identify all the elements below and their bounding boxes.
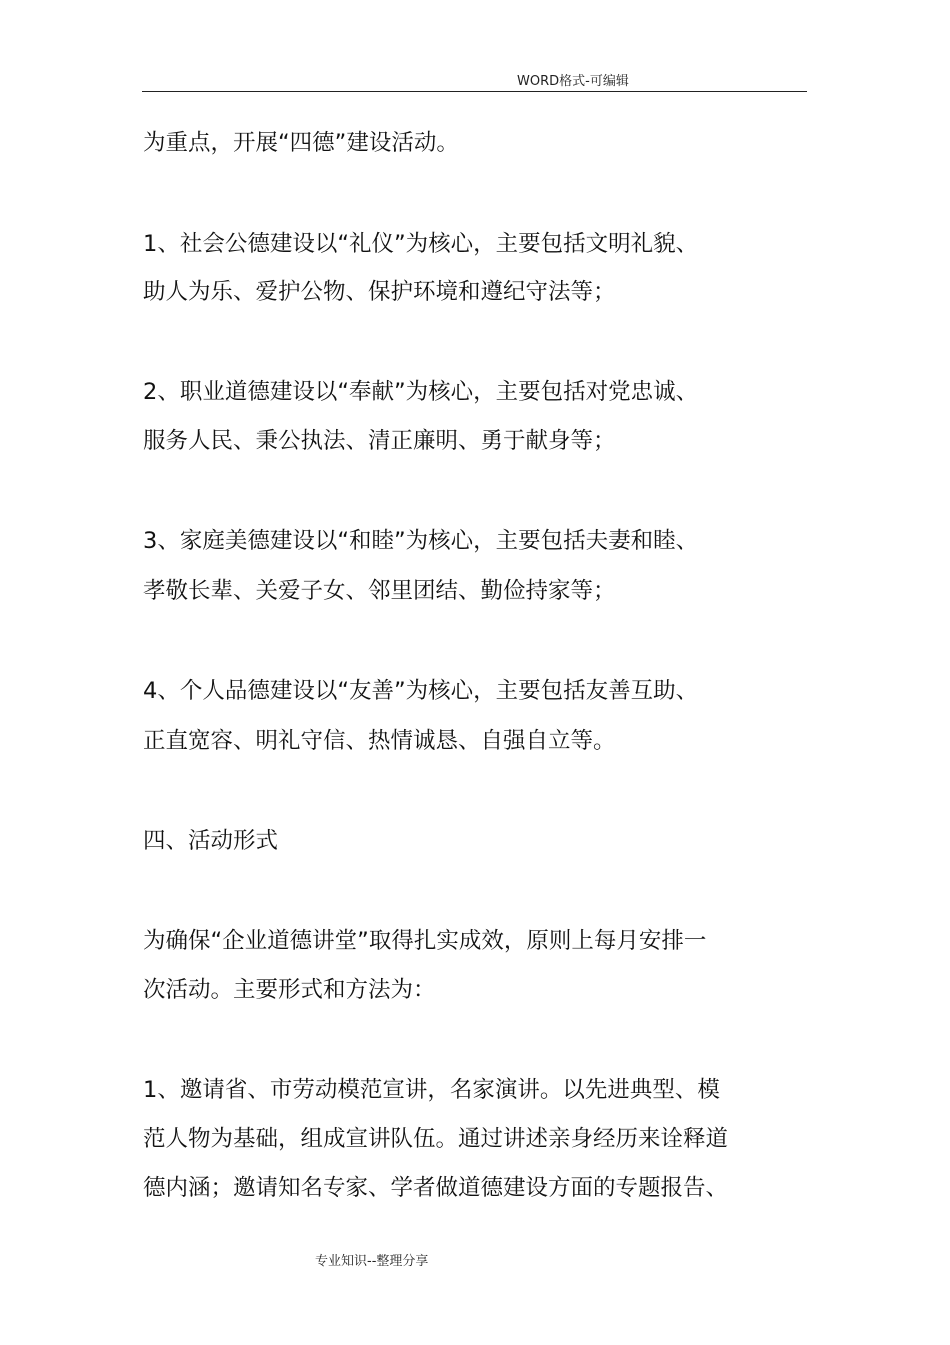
list-item-1-line-2: 助人为乐、爱护公物、保护环境和遵纪守法等； xyxy=(143,279,616,305)
page-header-label: WORD格式-可编辑 xyxy=(517,74,629,89)
header-divider xyxy=(142,91,807,92)
list-item-4-line-1: 4、个人品德建设以“友善”为核心，主要包括友善互助、 xyxy=(143,678,699,704)
list-item-3-line-1: 3、家庭美德建设以“和睦”为核心，主要包括夫妻和睦、 xyxy=(143,528,699,554)
method-1-line-1: 1、邀请省、市劳动模范宣讲，名家演讲。以先进典型、模 xyxy=(143,1077,720,1103)
list-item-2-line-2: 服务人民、秉公执法、清正廉明、勇于献身等； xyxy=(143,428,616,454)
list-item-2-line-1: 2、职业道德建设以“奉献”为核心，主要包括对党忠诚、 xyxy=(143,379,699,405)
paragraph-line-intro: 为重点，开展“四德”建设活动。 xyxy=(143,130,459,156)
list-item-1-line-1: 1、社会公德建设以“礼仪”为核心，主要包括文明礼貌、 xyxy=(143,231,699,257)
paragraph-activity-line-1: 为确保“企业道德讲堂”取得扎实成效，原则上每月安排一 xyxy=(143,928,707,954)
section-heading-activity-form: 四、活动形式 xyxy=(143,828,279,854)
list-item-4-line-2: 正直宽容、明礼守信、热情诚恳、自强自立等。 xyxy=(143,728,616,754)
method-1-line-3: 德内涵；邀请知名专家、学者做道德建设方面的专题报告、 xyxy=(143,1175,729,1201)
page-footer-label: 专业知识--整理分享 xyxy=(315,1254,429,1269)
list-item-3-line-2: 孝敬长辈、关爱子女、邻里团结、勤俭持家等； xyxy=(143,578,616,604)
method-1-line-2: 范人物为基础，组成宣讲队伍。通过讲述亲身经历来诠释道 xyxy=(143,1126,729,1152)
paragraph-activity-line-2: 次活动。主要形式和方法为： xyxy=(143,977,436,1003)
